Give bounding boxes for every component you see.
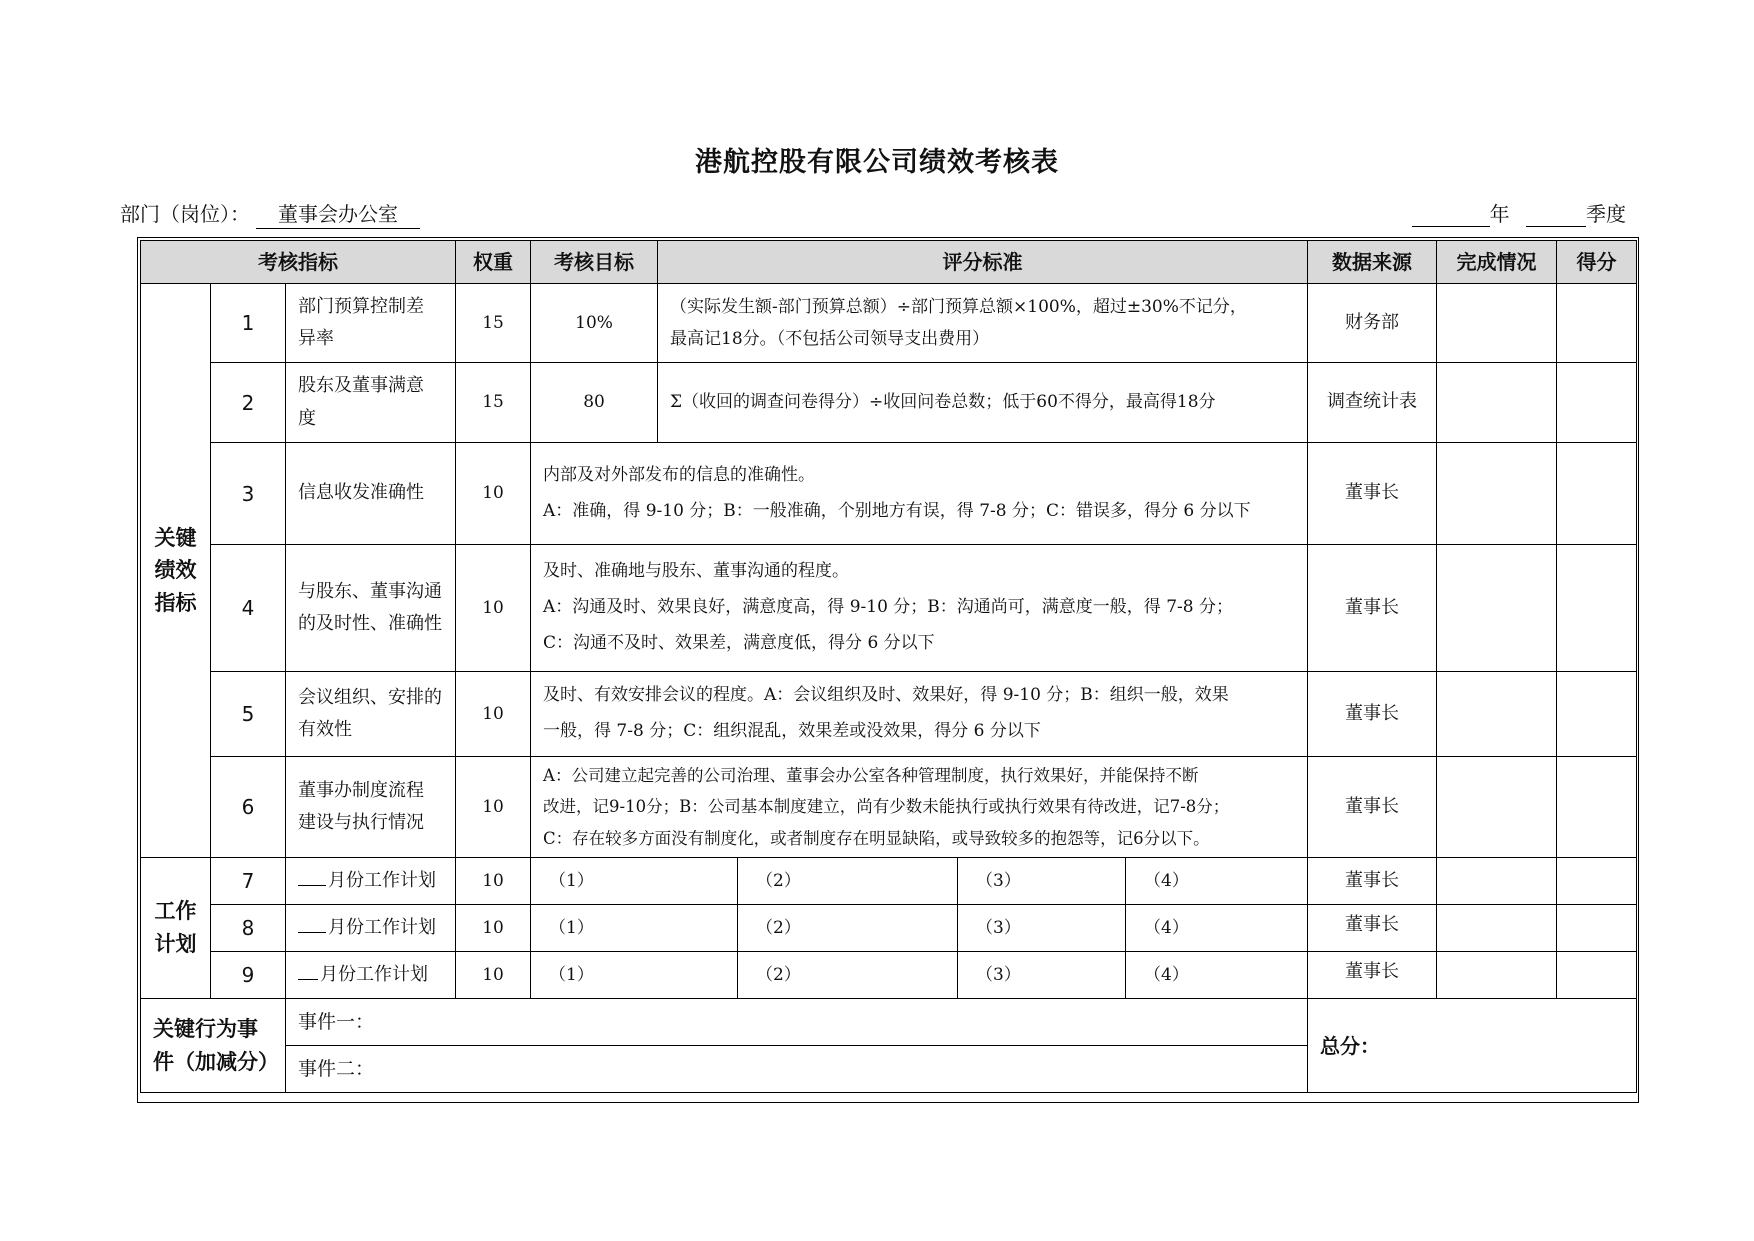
event-two[interactable]: 事件二： <box>286 1046 1308 1093</box>
indicator-name: 月份工作计划 <box>286 905 456 952</box>
header-score: 得分 <box>1557 241 1637 284</box>
table-row <box>141 858 1637 905</box>
completion-cell[interactable] <box>1437 545 1557 672</box>
plan-item-1[interactable]: （1） <box>531 905 738 952</box>
table-row <box>141 545 1637 672</box>
criteria-text: A：公司建立起完善的公司治理、董事会办公室各种管理制度，执行效果好，并能保持不断 改进，记9-10分；B：公司基本制度建立，尚有少数未能执行或执行效果有待改进，记7-8分； C：存在较多方面没有制度化，或者制度存在明显缺陷，或导致较多的抱怨等，记6分以下。 <box>531 757 1308 858</box>
group-plan: 工作 计划 <box>141 858 211 999</box>
completion-cell[interactable] <box>1437 858 1557 905</box>
plan-item-1[interactable]: （1） <box>531 952 738 999</box>
score-cell[interactable] <box>1557 952 1637 999</box>
indicator-name: 月份工作计划 <box>286 952 456 999</box>
table-row <box>141 363 1637 443</box>
period-line <box>1412 198 1626 227</box>
indicator-name: 董事办制度流程 建设与执行情况 <box>286 757 456 858</box>
plan-item-3[interactable]: （3） <box>958 905 1126 952</box>
row-number: 8 <box>211 905 286 952</box>
plan-item-2[interactable]: （2） <box>738 952 958 999</box>
table-row <box>141 905 1637 952</box>
score-cell[interactable] <box>1557 363 1637 443</box>
data-source: 董事长 <box>1308 443 1437 545</box>
weight-value: 10 <box>456 672 531 757</box>
weight-value: 10 <box>456 443 531 545</box>
criteria-text: 及时、准确地与股东、董事沟通的程度。 A：沟通及时、效果良好，满意度高，得 9-10 分；B：沟通尚可，满意度一般，得 7-8 分； C：沟通不及时、效果差，满意度低，得分 6 分以下 <box>531 545 1308 672</box>
score-cell[interactable] <box>1557 443 1637 545</box>
data-source: 董事长 <box>1308 545 1437 672</box>
table-row <box>141 952 1637 999</box>
indicator-name: 月份工作计划 <box>286 858 456 905</box>
row-number: 3 <box>211 443 286 545</box>
indicator-name: 信息收发准确性 <box>286 443 456 545</box>
completion-cell[interactable] <box>1437 952 1557 999</box>
department-line <box>120 198 420 229</box>
indicator-name: 股东及董事满意 度 <box>286 363 456 443</box>
weight-value: 15 <box>456 363 531 443</box>
criteria-text: 内部及对外部发布的信息的准确性。 A：准确，得 9-10 分；B：一般准确，个别地方有误，得 7-8 分；C：错误多，得分 6 分以下 <box>531 443 1308 545</box>
target-value: 10% <box>531 284 658 363</box>
data-source: 董事长 <box>1308 858 1437 905</box>
weight-value: 10 <box>456 952 531 999</box>
event-one[interactable]: 事件一： <box>286 999 1308 1046</box>
target-value: 80 <box>531 363 658 443</box>
month-blank[interactable] <box>298 869 326 886</box>
plan-item-3[interactable]: （3） <box>958 952 1126 999</box>
data-source: 董事长 <box>1308 672 1437 757</box>
quarter-blank[interactable] <box>1526 204 1586 227</box>
plan-item-4[interactable]: （4） <box>1126 858 1308 905</box>
completion-cell[interactable] <box>1437 363 1557 443</box>
row-number: 6 <box>211 757 286 858</box>
weight-value: 10 <box>456 905 531 952</box>
weight-value: 10 <box>456 757 531 858</box>
header-criteria: 评分标准 <box>658 241 1308 284</box>
plan-item-1[interactable]: （1） <box>531 858 738 905</box>
score-cell[interactable] <box>1557 858 1637 905</box>
row-number: 5 <box>211 672 286 757</box>
completion-cell[interactable] <box>1437 905 1557 952</box>
table-row <box>141 284 1637 363</box>
criteria-text: Σ（收回的调查问卷得分）÷收回问卷总数；低于60不得分，最高得18分 <box>658 363 1308 443</box>
criteria-text: 及时、有效安排会议的程度。A：会议组织及时、效果好，得 9-10 分；B：组织一般，效果 一般，得 7-8 分；C：组织混乱，效果差或没效果，得分 6 分以下 <box>531 672 1308 757</box>
department-label: 部门（岗位）： <box>120 202 250 226</box>
weight-value: 15 <box>456 284 531 363</box>
data-source: 董事长 <box>1308 757 1437 858</box>
header-indicator: 考核指标 <box>141 241 456 284</box>
table-row <box>141 757 1637 858</box>
header-row <box>141 241 1637 284</box>
indicator-name: 会议组织、安排的 有效性 <box>286 672 456 757</box>
year-blank[interactable] <box>1412 204 1490 227</box>
data-source: 董事长 <box>1308 905 1437 952</box>
month-blank[interactable] <box>298 916 326 933</box>
indicator-name: 与股东、董事沟通 的及时性、准确性 <box>286 545 456 672</box>
plan-item-2[interactable]: （2） <box>738 858 958 905</box>
row-number: 9 <box>211 952 286 999</box>
plan-item-3[interactable]: （3） <box>958 858 1126 905</box>
indicator-name: 部门预算控制差 异率 <box>286 284 456 363</box>
assessment-table <box>140 240 1637 1093</box>
year-label: 年 <box>1489 202 1510 226</box>
group-kpi: 关键 绩效 指标 <box>141 284 211 858</box>
data-source: 财务部 <box>1308 284 1437 363</box>
weight-value: 10 <box>456 858 531 905</box>
row-number: 1 <box>211 284 286 363</box>
plan-item-4[interactable]: （4） <box>1126 952 1308 999</box>
group-behavior: 关键行为事 件（加减分） <box>141 999 286 1093</box>
header-weight: 权重 <box>456 241 531 284</box>
completion-cell[interactable] <box>1437 757 1557 858</box>
header-source: 数据来源 <box>1308 241 1437 284</box>
row-number: 2 <box>211 363 286 443</box>
header-completion: 完成情况 <box>1437 241 1557 284</box>
weight-value: 10 <box>456 545 531 672</box>
data-source: 董事长 <box>1308 952 1437 999</box>
score-cell[interactable] <box>1557 545 1637 672</box>
score-cell[interactable] <box>1557 672 1637 757</box>
criteria-text: （实际发生额-部门预算总额）÷部门预算总额×100%，超过±30%不记分， 最高记18分。（不包括公司领导支出费用） <box>658 284 1308 363</box>
row-number: 4 <box>211 545 286 672</box>
data-source: 调查统计表 <box>1308 363 1437 443</box>
page-title: 港航控股有限公司绩效考核表 <box>695 147 1059 178</box>
table-row <box>141 672 1637 757</box>
total-score[interactable]: 总分： <box>1308 999 1637 1093</box>
quarter-label: 季度 <box>1586 202 1626 226</box>
completion-cell[interactable] <box>1437 443 1557 545</box>
row-number: 7 <box>211 858 286 905</box>
month-blank[interactable] <box>298 963 318 980</box>
completion-cell[interactable] <box>1437 284 1557 363</box>
score-cell[interactable] <box>1557 284 1637 363</box>
department-value[interactable]: 董事会办公室 <box>256 198 420 229</box>
plan-item-2[interactable]: （2） <box>738 905 958 952</box>
plan-item-4[interactable]: （4） <box>1126 905 1308 952</box>
score-cell[interactable] <box>1557 757 1637 858</box>
score-cell[interactable] <box>1557 905 1637 952</box>
table-row <box>141 999 1637 1046</box>
header-target: 考核目标 <box>531 241 658 284</box>
completion-cell[interactable] <box>1437 672 1557 757</box>
table-row <box>141 443 1637 545</box>
